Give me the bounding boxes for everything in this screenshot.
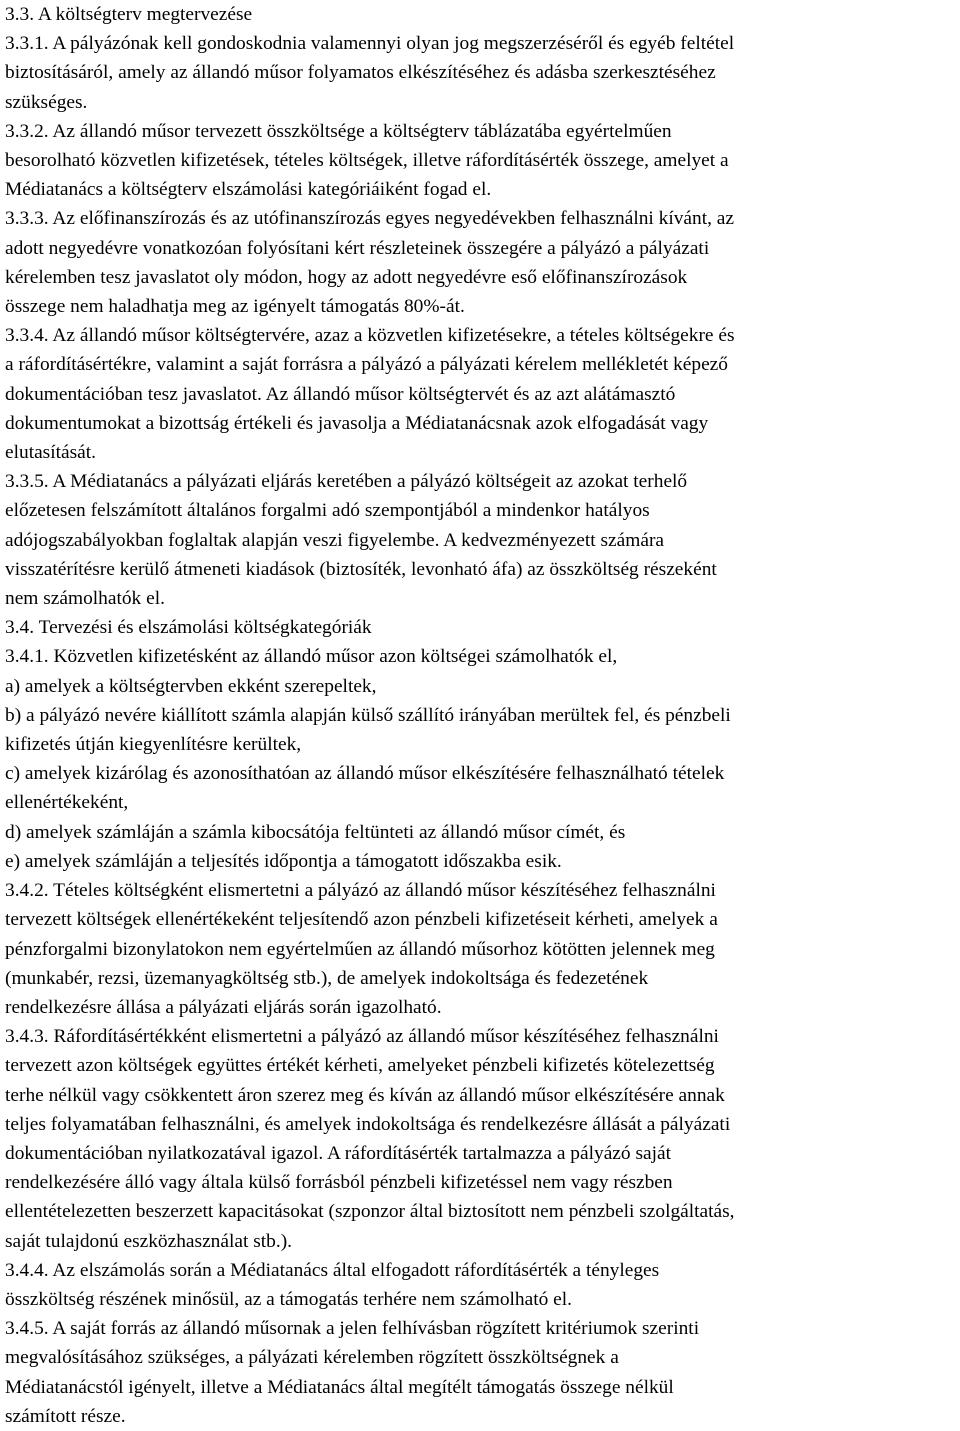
text-line: terhe nélkül vagy csökkentett áron szerez meg és kíván az állandó műsor elkészítésére annak xyxy=(5,1084,725,1106)
section-heading-3-3: 3.3. A költségterv megtervezése xyxy=(5,4,253,25)
text-line: 3.4.3. Ráfordításértékként elismertetni a pályázó az állandó műsor készítéséhez felhasználni xyxy=(5,1026,719,1048)
text-line: adott negyedévre vonatkozóan folyósítani kért részleteinek összegére a pályázó a pályázati xyxy=(5,237,710,259)
text-line: dokumentációban tesz javaslatot. Az állandó műsor költségtervét és az azt alátámasztó xyxy=(5,383,676,405)
text-line: dokumentációban nyilatkozatával igazol. A ráfordításérték tartalmazza a pályázó saját xyxy=(5,1142,671,1164)
text-line: 3.4.2. Tételes költségként elismertetni a pályázó az állandó műsor készítéséhez felhasználni xyxy=(5,880,716,902)
text-line: elutasítását. xyxy=(5,442,96,464)
list-item: e) amelyek számláján a teljesítés időpontja a támogatott időszakba esik. xyxy=(5,850,562,872)
text-line: 3.4.1. Közvetlen kifizetésként az állandó műsor azon költségei számolhatók el, xyxy=(5,646,618,668)
text-line: 3.3.4. Az állandó műsor költségtervére, azaz a közvetlen kifizetésekre, a tételes költségekre és xyxy=(5,325,735,347)
text-line: kérelemben tesz javaslatot oly módon, hogy az adott negyedévre eső előfinanszírozások xyxy=(5,266,688,288)
text-line: Médiatanács a költségterv elszámolási kategóriáiként fogad el. xyxy=(5,179,492,201)
text-line: dokumentumokat a bizottság értékeli és javasolja a Médiatanácsnak azok elfogadását vagy xyxy=(5,412,709,434)
text-line: 3.3.3. Az előfinanszírozás és az utófinanszírozás egyes negyedévekben felhasználni kívánt, az xyxy=(5,208,735,230)
text-line: visszatérítésre kerülő átmeneti kiadások (biztosíték, levonható áfa) az összköltség részeként xyxy=(5,558,717,580)
text-line: tervezett azon költségek együttes értékét kérheti, amelyeket pénzbeli kifizetés kötelezettség xyxy=(5,1055,715,1077)
text-line: ellentételezetten beszerzett kapacitásokat (szponzor által biztosított nem pénzbeli szolgáltatás, xyxy=(5,1201,735,1223)
section-heading-3-4: 3.4. Tervezési és elszámolási költségkategóriák xyxy=(5,617,372,639)
list-item: d) amelyek számláján a számla kibocsátója feltünteti az állandó műsor címét, és xyxy=(5,821,626,843)
text-line: összköltség részének minősül, az a támogatás terhére nem számolható el. xyxy=(5,1288,572,1310)
text-line: Médiatanácstól igényelt, illetve a Médiatanács által megítélt támogatás összege nélkül xyxy=(5,1376,674,1398)
text-line: szükséges. xyxy=(5,91,88,113)
text-line: rendelkezésére álló vagy általa külső forrásból pénzbeli kifizetéssel nem vagy részben xyxy=(5,1172,673,1194)
text-line: besorolható közvetlen kifizetések, tételes költségek, illetve ráfordításérték összege, amelyet a xyxy=(5,150,729,172)
text-line: 3.3.1. A pályázónak kell gondoskodnia valamennyi olyan jog megszerzéséről és egyéb feltétel xyxy=(5,33,735,55)
document-page xyxy=(5,0,957,1431)
text-line: nem számolhatók el. xyxy=(5,588,165,610)
text-line: megvalósításához szükséges, a pályázati kérelemben rögzített összköltségnek a xyxy=(5,1347,619,1369)
text-line: a ráfordításértékre, valamint a saját forrásra a pályázó a pályázati kérelem mellékletét képező xyxy=(5,354,728,376)
text-line: előzetesen felszámított általános forgalmi adó szempontjából a mindenkor hatályos xyxy=(5,500,650,522)
text-line: 3.4.5. A saját forrás az állandó műsornak a jelen felhívásban rögzített kritériumok szerinti xyxy=(5,1318,700,1340)
text-line: 3.3.2. Az állandó műsor tervezett összköltsége a költségterv táblázatába egyértelműen xyxy=(5,120,672,142)
list-item: b) a pályázó nevére kiállított számla alapján külső szállító irányában merültek fel, és pénzbeli xyxy=(5,704,731,726)
text-line: biztosításáról, amely az állandó műsor folyamatos elkészítéséhez és adásba szerkesztéséhez xyxy=(5,62,716,84)
text-line: számított része. xyxy=(5,1405,126,1427)
list-item: a) amelyek a költségtervben ekként szerepeltek, xyxy=(5,675,377,697)
text-line: teljes folyamatában felhasználni, és amelyek indokoltsága és rendelkezésre állását a pályázati xyxy=(5,1113,731,1135)
text-line: tervezett költségek ellenértékeként teljesítendő azon pénzbeli kifizetéseit kérheti, amelyek a xyxy=(5,909,718,931)
text-line: összege nem haladhatja meg az igényelt támogatás 80%-át. xyxy=(5,296,465,318)
text-line: 3.3.5. A Médiatanács a pályázati eljárás keretében a pályázó költségeit az azokat terhelő xyxy=(5,471,688,493)
text-line: adójogszabályokban foglaltak alapján veszi figyelembe. A kedvezményezett számára xyxy=(5,529,665,551)
text-line: saját tulajdonú eszközhasználat stb.). xyxy=(5,1230,292,1252)
text-line: pénzforgalmi bizonylatokon nem egyértelműen az állandó műsorhoz kötötten jelennek meg xyxy=(5,938,715,960)
list-item: c) amelyek kizárólag és azonosíthatóan az állandó műsor elkészítésére felhasználható tételek xyxy=(5,763,725,785)
text-line: rendelkezésre állása a pályázati eljárás során igazolható. xyxy=(5,996,442,1018)
text-line: ellenértékeként, xyxy=(5,792,129,814)
text-line: 3.4.4. Az elszámolás során a Médiatanács által elfogadott ráfordításérték a tényleges xyxy=(5,1259,660,1281)
text-line: (munkabér, rezsi, üzemanyagköltség stb.), de amelyek indokoltsága és fedezetének xyxy=(5,967,649,989)
text-line: kifizetés útján kiegyenlítésre kerültek, xyxy=(5,734,302,756)
